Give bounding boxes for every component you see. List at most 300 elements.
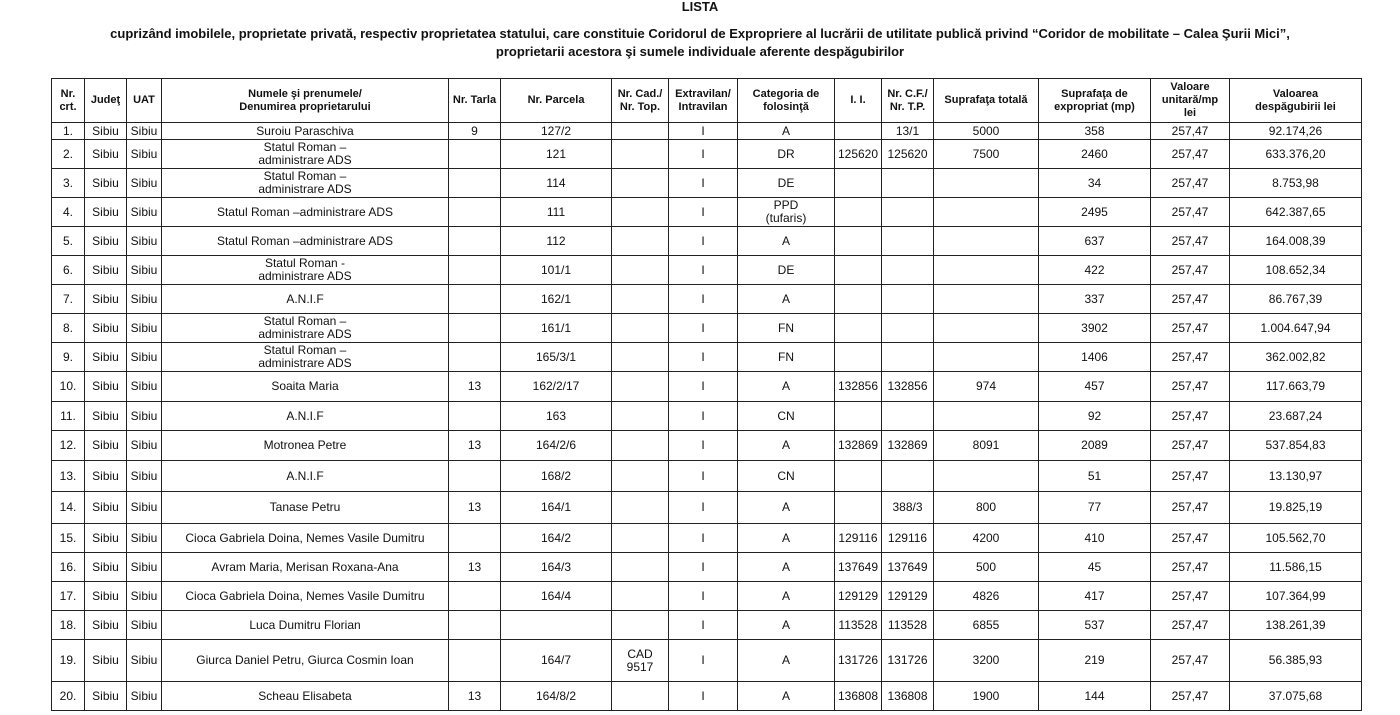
table-row bbox=[52, 314, 1362, 343]
cell-extravilan-intravilan: I bbox=[669, 198, 738, 227]
cell-valoare-unitara: 257,47 bbox=[1151, 582, 1230, 611]
cell-valoare-unitara: 257,47 bbox=[1151, 343, 1230, 372]
table-row bbox=[52, 461, 1362, 492]
cell-parcela: 164/8/2 bbox=[501, 682, 612, 711]
cell-tarla: 13 bbox=[449, 431, 501, 461]
cell-cf-tp bbox=[882, 169, 934, 198]
cell-uat: Sibiu bbox=[127, 611, 162, 640]
cell-ii bbox=[835, 461, 882, 492]
cell-categoria-folosinta: A bbox=[738, 553, 835, 582]
cell-categoria-folosinta: A bbox=[738, 227, 835, 256]
cell-ii bbox=[835, 227, 882, 256]
column-header-nr-crt: Nr. crt. bbox=[52, 79, 85, 123]
cell-judet: Sibiu bbox=[85, 461, 127, 492]
cell-suprafata-totala: 6855 bbox=[934, 611, 1039, 640]
cell-valoare-unitara: 257,47 bbox=[1151, 314, 1230, 343]
cell-suprafata-totala: 8091 bbox=[934, 431, 1039, 461]
cell-nr-crt: 12. bbox=[52, 431, 85, 461]
cell-parcela: 164/2 bbox=[501, 524, 612, 553]
cell-suprafata-totala bbox=[934, 314, 1039, 343]
cell-cad-top bbox=[612, 582, 669, 611]
table-row bbox=[52, 402, 1362, 431]
cell-extravilan-intravilan: I bbox=[669, 169, 738, 198]
cell-cad-top bbox=[612, 198, 669, 227]
cell-tarla bbox=[449, 611, 501, 640]
cell-cad-top bbox=[612, 285, 669, 314]
cell-judet: Sibiu bbox=[85, 431, 127, 461]
cell-uat: Sibiu bbox=[127, 431, 162, 461]
cell-nr-crt: 9. bbox=[52, 343, 85, 372]
cell-suprafata-expropriat: 3902 bbox=[1039, 314, 1151, 343]
cell-uat: Sibiu bbox=[127, 524, 162, 553]
cell-uat: Sibiu bbox=[127, 227, 162, 256]
cell-categoria-folosinta: A bbox=[738, 640, 835, 682]
table-row bbox=[52, 524, 1362, 553]
cell-cad-top bbox=[612, 611, 669, 640]
cell-extravilan-intravilan: I bbox=[669, 582, 738, 611]
cell-valoare-unitara: 257,47 bbox=[1151, 640, 1230, 682]
cell-cf-tp: 388/3 bbox=[882, 492, 934, 524]
cell-valoare-unitara: 257,47 bbox=[1151, 285, 1230, 314]
cell-cad-top bbox=[612, 553, 669, 582]
column-header-categoria-folosinta: Categoria de folosinţă bbox=[738, 79, 835, 123]
table-row bbox=[52, 492, 1362, 524]
cell-valoare-despagubire: 138.261,39 bbox=[1230, 611, 1362, 640]
cell-nr-crt: 13. bbox=[52, 461, 85, 492]
table-row bbox=[52, 169, 1362, 198]
column-header-judet: Judeţ bbox=[85, 79, 127, 123]
cell-valoare-despagubire: 86.767,39 bbox=[1230, 285, 1362, 314]
cell-judet: Sibiu bbox=[85, 198, 127, 227]
cell-cf-tp bbox=[882, 402, 934, 431]
cell-suprafata-totala: 4200 bbox=[934, 524, 1039, 553]
cell-judet: Sibiu bbox=[85, 314, 127, 343]
cell-suprafata-expropriat: 219 bbox=[1039, 640, 1151, 682]
cell-owner-name: Luca Dumitru Florian bbox=[162, 611, 449, 640]
cell-suprafata-expropriat: 337 bbox=[1039, 285, 1151, 314]
cell-valoare-unitara: 257,47 bbox=[1151, 524, 1230, 553]
cell-judet: Sibiu bbox=[85, 372, 127, 402]
cell-nr-crt: 20. bbox=[52, 682, 85, 711]
cell-suprafata-totala bbox=[934, 461, 1039, 492]
cell-categoria-folosinta: A bbox=[738, 524, 835, 553]
cell-uat: Sibiu bbox=[127, 682, 162, 711]
column-header-tarla: Nr. Tarla bbox=[449, 79, 501, 123]
cell-tarla: 9 bbox=[449, 123, 501, 140]
table-row bbox=[52, 372, 1362, 402]
cell-tarla: 13 bbox=[449, 372, 501, 402]
cell-uat: Sibiu bbox=[127, 198, 162, 227]
cell-cf-tp bbox=[882, 256, 934, 285]
cell-tarla bbox=[449, 285, 501, 314]
cell-categoria-folosinta: CN bbox=[738, 461, 835, 492]
table-header-row bbox=[52, 79, 1362, 123]
table-row bbox=[52, 553, 1362, 582]
cell-valoare-despagubire: 108.652,34 bbox=[1230, 256, 1362, 285]
cell-owner-name: Statul Roman –administrare ADS bbox=[162, 198, 449, 227]
cell-ii bbox=[835, 169, 882, 198]
cell-suprafata-totala: 1900 bbox=[934, 682, 1039, 711]
cell-valoare-unitara: 257,47 bbox=[1151, 227, 1230, 256]
cell-extravilan-intravilan: I bbox=[669, 227, 738, 256]
cell-suprafata-totala: 5000 bbox=[934, 123, 1039, 140]
cell-suprafata-expropriat: 422 bbox=[1039, 256, 1151, 285]
cell-owner-name: A.N.I.F bbox=[162, 402, 449, 431]
cell-judet: Sibiu bbox=[85, 343, 127, 372]
cell-suprafata-totala: 7500 bbox=[934, 140, 1039, 169]
cell-cf-tp: 129129 bbox=[882, 582, 934, 611]
cell-suprafata-expropriat: 77 bbox=[1039, 492, 1151, 524]
cell-nr-crt: 18. bbox=[52, 611, 85, 640]
cell-cad-top bbox=[612, 402, 669, 431]
column-header-uat: UAT bbox=[127, 79, 162, 123]
cell-nr-crt: 15. bbox=[52, 524, 85, 553]
table-row bbox=[52, 256, 1362, 285]
cell-nr-crt: 16. bbox=[52, 553, 85, 582]
cell-categoria-folosinta: A bbox=[738, 611, 835, 640]
cell-judet: Sibiu bbox=[85, 582, 127, 611]
cell-extravilan-intravilan: I bbox=[669, 682, 738, 711]
cell-extravilan-intravilan: I bbox=[669, 611, 738, 640]
cell-valoare-unitara: 257,47 bbox=[1151, 169, 1230, 198]
table-row bbox=[52, 198, 1362, 227]
cell-valoare-unitara: 257,47 bbox=[1151, 140, 1230, 169]
cell-ii bbox=[835, 256, 882, 285]
cell-cf-tp: 125620 bbox=[882, 140, 934, 169]
cell-nr-crt: 7. bbox=[52, 285, 85, 314]
cell-categoria-folosinta: A bbox=[738, 123, 835, 140]
cell-suprafata-expropriat: 34 bbox=[1039, 169, 1151, 198]
column-header-suprafata-expropriat: Suprafaţa de expropriat (mp) bbox=[1039, 79, 1151, 123]
cell-tarla bbox=[449, 169, 501, 198]
cell-valoare-despagubire: 13.130,97 bbox=[1230, 461, 1362, 492]
cell-judet: Sibiu bbox=[85, 524, 127, 553]
cell-cad-top bbox=[612, 123, 669, 140]
cell-categoria-folosinta: DR bbox=[738, 140, 835, 169]
cell-extravilan-intravilan: I bbox=[669, 343, 738, 372]
cell-ii: 132869 bbox=[835, 431, 882, 461]
document-title: LISTA bbox=[681, 0, 719, 14]
cell-cf-tp: 132856 bbox=[882, 372, 934, 402]
cell-valoare-despagubire: 642.387,65 bbox=[1230, 198, 1362, 227]
cell-extravilan-intravilan: I bbox=[669, 285, 738, 314]
cell-parcela: 165/3/1 bbox=[501, 343, 612, 372]
cell-ii: 129116 bbox=[835, 524, 882, 553]
table-body bbox=[52, 123, 1362, 711]
cell-valoare-despagubire: 8.753,98 bbox=[1230, 169, 1362, 198]
cell-tarla bbox=[449, 640, 501, 682]
cell-tarla: 13 bbox=[449, 553, 501, 582]
cell-judet: Sibiu bbox=[85, 285, 127, 314]
document-subtitle: cuprizând imobilele, proprietate privată, respectiv proprietatea statului, care constituie Coridorul de Expropriere al lucrării de utilitate publică privind “Coridor de mobilitate – Calea Şurii Mici”, proprietarii acestora şi sumele individuale aferente despăgubirilor bbox=[110, 26, 1290, 59]
cell-extravilan-intravilan: I bbox=[669, 492, 738, 524]
cell-uat: Sibiu bbox=[127, 123, 162, 140]
cell-judet: Sibiu bbox=[85, 640, 127, 682]
cell-suprafata-totala bbox=[934, 343, 1039, 372]
cell-extravilan-intravilan: I bbox=[669, 140, 738, 169]
cell-cad-top bbox=[612, 431, 669, 461]
cell-owner-name: A.N.I.F bbox=[162, 285, 449, 314]
cell-suprafata-totala: 500 bbox=[934, 553, 1039, 582]
cell-valoare-despagubire: 11.586,15 bbox=[1230, 553, 1362, 582]
cell-cf-tp: 13/1 bbox=[882, 123, 934, 140]
cell-judet: Sibiu bbox=[85, 402, 127, 431]
cell-valoare-despagubire: 37.075,68 bbox=[1230, 682, 1362, 711]
cell-cf-tp bbox=[882, 198, 934, 227]
cell-cf-tp: 136808 bbox=[882, 682, 934, 711]
cell-categoria-folosinta: A bbox=[738, 372, 835, 402]
cell-cf-tp: 129116 bbox=[882, 524, 934, 553]
cell-valoare-unitara: 257,47 bbox=[1151, 402, 1230, 431]
cell-valoare-despagubire: 105.562,70 bbox=[1230, 524, 1362, 553]
cell-parcela: 161/1 bbox=[501, 314, 612, 343]
column-header-suprafata-totala: Suprafaţa totală bbox=[934, 79, 1039, 123]
cell-suprafata-expropriat: 417 bbox=[1039, 582, 1151, 611]
cell-cf-tp: 137649 bbox=[882, 553, 934, 582]
cell-nr-crt: 1. bbox=[52, 123, 85, 140]
cell-parcela bbox=[501, 611, 612, 640]
cell-uat: Sibiu bbox=[127, 285, 162, 314]
cell-suprafata-totala: 800 bbox=[934, 492, 1039, 524]
cell-cad-top bbox=[612, 524, 669, 553]
column-header-parcela: Nr. Parcela bbox=[501, 79, 612, 123]
table-row bbox=[52, 285, 1362, 314]
table-row bbox=[52, 611, 1362, 640]
cell-nr-crt: 17. bbox=[52, 582, 85, 611]
cell-parcela: 164/7 bbox=[501, 640, 612, 682]
cell-uat: Sibiu bbox=[127, 372, 162, 402]
column-header-extravilan-intravilan: Extravilan/ Intravilan bbox=[669, 79, 738, 123]
cell-cf-tp: 113528 bbox=[882, 611, 934, 640]
cell-parcela: 111 bbox=[501, 198, 612, 227]
cell-owner-name: Cioca Gabriela Doina, Nemes Vasile Dumitru bbox=[162, 582, 449, 611]
cell-ii bbox=[835, 402, 882, 431]
cell-cf-tp: 131726 bbox=[882, 640, 934, 682]
cell-valoare-unitara: 257,47 bbox=[1151, 682, 1230, 711]
table-row bbox=[52, 582, 1362, 611]
cell-owner-name: Statul Roman –administrare ADS bbox=[162, 227, 449, 256]
cell-extravilan-intravilan: I bbox=[669, 640, 738, 682]
cell-valoare-unitara: 257,47 bbox=[1151, 123, 1230, 140]
cell-valoare-despagubire: 56.385,93 bbox=[1230, 640, 1362, 682]
table-row bbox=[52, 140, 1362, 169]
cell-nr-crt: 8. bbox=[52, 314, 85, 343]
cell-parcela: 114 bbox=[501, 169, 612, 198]
cell-cf-tp bbox=[882, 314, 934, 343]
cell-valoare-despagubire: 362.002,82 bbox=[1230, 343, 1362, 372]
cell-cad-top bbox=[612, 227, 669, 256]
cell-cf-tp bbox=[882, 227, 934, 256]
cell-owner-name: Statul Roman – administrare ADS bbox=[162, 140, 449, 169]
cell-suprafata-expropriat: 2460 bbox=[1039, 140, 1151, 169]
cell-owner-name: Statul Roman – administrare ADS bbox=[162, 314, 449, 343]
column-header-cf-tp: Nr. C.F./ Nr. T.P. bbox=[882, 79, 934, 123]
cell-valoare-unitara: 257,47 bbox=[1151, 492, 1230, 524]
cell-suprafata-expropriat: 144 bbox=[1039, 682, 1151, 711]
cell-categoria-folosinta: CN bbox=[738, 402, 835, 431]
cell-judet: Sibiu bbox=[85, 256, 127, 285]
cell-nr-crt: 11. bbox=[52, 402, 85, 431]
cell-valoare-despagubire: 537.854,83 bbox=[1230, 431, 1362, 461]
column-header-owner-name: Numele şi prenumele/ Denumirea proprietarului bbox=[162, 79, 449, 123]
cell-uat: Sibiu bbox=[127, 343, 162, 372]
cell-extravilan-intravilan: I bbox=[669, 553, 738, 582]
cell-ii: 137649 bbox=[835, 553, 882, 582]
cell-suprafata-totala bbox=[934, 227, 1039, 256]
cell-uat: Sibiu bbox=[127, 169, 162, 198]
cell-ii: 131726 bbox=[835, 640, 882, 682]
cell-suprafata-expropriat: 358 bbox=[1039, 123, 1151, 140]
column-header-cad-top: Nr. Cad./ Nr. Top. bbox=[612, 79, 669, 123]
cell-valoare-unitara: 257,47 bbox=[1151, 461, 1230, 492]
cell-uat: Sibiu bbox=[127, 640, 162, 682]
cell-categoria-folosinta: FN bbox=[738, 314, 835, 343]
column-header-valoare-despagubire: Valoarea despăgubirii lei bbox=[1230, 79, 1362, 123]
cell-suprafata-totala bbox=[934, 198, 1039, 227]
cell-parcela: 121 bbox=[501, 140, 612, 169]
cell-tarla bbox=[449, 343, 501, 372]
cell-nr-crt: 5. bbox=[52, 227, 85, 256]
cell-categoria-folosinta: A bbox=[738, 682, 835, 711]
cell-cad-top bbox=[612, 343, 669, 372]
cell-cf-tp bbox=[882, 343, 934, 372]
cell-categoria-folosinta: A bbox=[738, 492, 835, 524]
cell-valoare-despagubire: 164.008,39 bbox=[1230, 227, 1362, 256]
cell-tarla bbox=[449, 140, 501, 169]
expropriation-table bbox=[51, 78, 1362, 711]
cell-uat: Sibiu bbox=[127, 314, 162, 343]
cell-suprafata-expropriat: 410 bbox=[1039, 524, 1151, 553]
cell-suprafata-expropriat: 637 bbox=[1039, 227, 1151, 256]
table-row bbox=[52, 123, 1362, 140]
cell-owner-name: Giurca Daniel Petru, Giurca Cosmin Ioan bbox=[162, 640, 449, 682]
cell-extravilan-intravilan: I bbox=[669, 123, 738, 140]
cell-suprafata-expropriat: 1406 bbox=[1039, 343, 1151, 372]
cell-cf-tp bbox=[882, 285, 934, 314]
table-row bbox=[52, 343, 1362, 372]
cell-valoare-unitara: 257,47 bbox=[1151, 431, 1230, 461]
cell-ii: 113528 bbox=[835, 611, 882, 640]
cell-nr-crt: 2. bbox=[52, 140, 85, 169]
cell-nr-crt: 10. bbox=[52, 372, 85, 402]
cell-owner-name: Motronea Petre bbox=[162, 431, 449, 461]
cell-nr-crt: 14. bbox=[52, 492, 85, 524]
cell-valoare-unitara: 257,47 bbox=[1151, 256, 1230, 285]
cell-judet: Sibiu bbox=[85, 611, 127, 640]
cell-uat: Sibiu bbox=[127, 402, 162, 431]
table-row bbox=[52, 227, 1362, 256]
cell-cad-top bbox=[612, 169, 669, 198]
cell-valoare-despagubire: 107.364,99 bbox=[1230, 582, 1362, 611]
cell-parcela: 127/2 bbox=[501, 123, 612, 140]
cell-suprafata-totala: 3200 bbox=[934, 640, 1039, 682]
cell-ii: 125620 bbox=[835, 140, 882, 169]
cell-cad-top bbox=[612, 256, 669, 285]
cell-judet: Sibiu bbox=[85, 492, 127, 524]
cell-owner-name: Statul Roman - administrare ADS bbox=[162, 256, 449, 285]
cell-suprafata-totala bbox=[934, 169, 1039, 198]
cell-categoria-folosinta: A bbox=[738, 582, 835, 611]
cell-categoria-folosinta: FN bbox=[738, 343, 835, 372]
cell-cf-tp bbox=[882, 461, 934, 492]
cell-valoare-unitara: 257,47 bbox=[1151, 611, 1230, 640]
cell-categoria-folosinta: PPD (tufaris) bbox=[738, 198, 835, 227]
cell-owner-name: Cioca Gabriela Doina, Nemes Vasile Dumitru bbox=[162, 524, 449, 553]
cell-uat: Sibiu bbox=[127, 492, 162, 524]
cell-tarla bbox=[449, 402, 501, 431]
cell-ii bbox=[835, 198, 882, 227]
cell-uat: Sibiu bbox=[127, 140, 162, 169]
cell-tarla bbox=[449, 314, 501, 343]
cell-tarla bbox=[449, 198, 501, 227]
cell-categoria-folosinta: A bbox=[738, 431, 835, 461]
cell-nr-crt: 4. bbox=[52, 198, 85, 227]
cell-ii bbox=[835, 492, 882, 524]
cell-owner-name: Scheau Elisabeta bbox=[162, 682, 449, 711]
cell-extravilan-intravilan: I bbox=[669, 402, 738, 431]
cell-categoria-folosinta: DE bbox=[738, 256, 835, 285]
cell-ii: 129129 bbox=[835, 582, 882, 611]
cell-parcela: 164/3 bbox=[501, 553, 612, 582]
cell-uat: Sibiu bbox=[127, 461, 162, 492]
table-row bbox=[52, 431, 1362, 461]
cell-owner-name: Avram Maria, Merisan Roxana-Ana bbox=[162, 553, 449, 582]
cell-ii bbox=[835, 314, 882, 343]
cell-valoare-despagubire: 92.174,26 bbox=[1230, 123, 1362, 140]
cell-extravilan-intravilan: I bbox=[669, 372, 738, 402]
cell-tarla bbox=[449, 524, 501, 553]
cell-tarla bbox=[449, 582, 501, 611]
cell-valoare-unitara: 257,47 bbox=[1151, 198, 1230, 227]
cell-parcela: 164/1 bbox=[501, 492, 612, 524]
cell-tarla bbox=[449, 256, 501, 285]
cell-cad-top bbox=[612, 140, 669, 169]
cell-ii bbox=[835, 343, 882, 372]
cell-tarla: 13 bbox=[449, 682, 501, 711]
cell-suprafata-expropriat: 2495 bbox=[1039, 198, 1151, 227]
cell-parcela: 163 bbox=[501, 402, 612, 431]
cell-owner-name: A.N.I.F bbox=[162, 461, 449, 492]
cell-valoare-unitara: 257,47 bbox=[1151, 553, 1230, 582]
cell-valoare-despagubire: 1.004.647,94 bbox=[1230, 314, 1362, 343]
cell-parcela: 162/2/17 bbox=[501, 372, 612, 402]
cell-suprafata-totala: 4826 bbox=[934, 582, 1039, 611]
cell-extravilan-intravilan: I bbox=[669, 524, 738, 553]
cell-judet: Sibiu bbox=[85, 227, 127, 256]
cell-suprafata-totala: 974 bbox=[934, 372, 1039, 402]
cell-nr-crt: 19. bbox=[52, 640, 85, 682]
cell-owner-name: Suroiu Paraschiva bbox=[162, 123, 449, 140]
cell-owner-name: Soaita Maria bbox=[162, 372, 449, 402]
cell-valoare-despagubire: 19.825,19 bbox=[1230, 492, 1362, 524]
cell-ii: 132856 bbox=[835, 372, 882, 402]
column-header-ii: I. I. bbox=[835, 79, 882, 123]
cell-suprafata-expropriat: 92 bbox=[1039, 402, 1151, 431]
cell-uat: Sibiu bbox=[127, 582, 162, 611]
cell-cad-top bbox=[612, 314, 669, 343]
cell-parcela: 168/2 bbox=[501, 461, 612, 492]
cell-suprafata-totala bbox=[934, 402, 1039, 431]
cell-valoare-despagubire: 117.663,79 bbox=[1230, 372, 1362, 402]
cell-cad-top bbox=[612, 492, 669, 524]
cell-nr-crt: 3. bbox=[52, 169, 85, 198]
cell-judet: Sibiu bbox=[85, 169, 127, 198]
column-header-valoare-unitara: Valoare unitară/mp lei bbox=[1151, 79, 1230, 123]
cell-parcela: 162/1 bbox=[501, 285, 612, 314]
cell-suprafata-expropriat: 2089 bbox=[1039, 431, 1151, 461]
cell-suprafata-expropriat: 537 bbox=[1039, 611, 1151, 640]
cell-tarla: 13 bbox=[449, 492, 501, 524]
